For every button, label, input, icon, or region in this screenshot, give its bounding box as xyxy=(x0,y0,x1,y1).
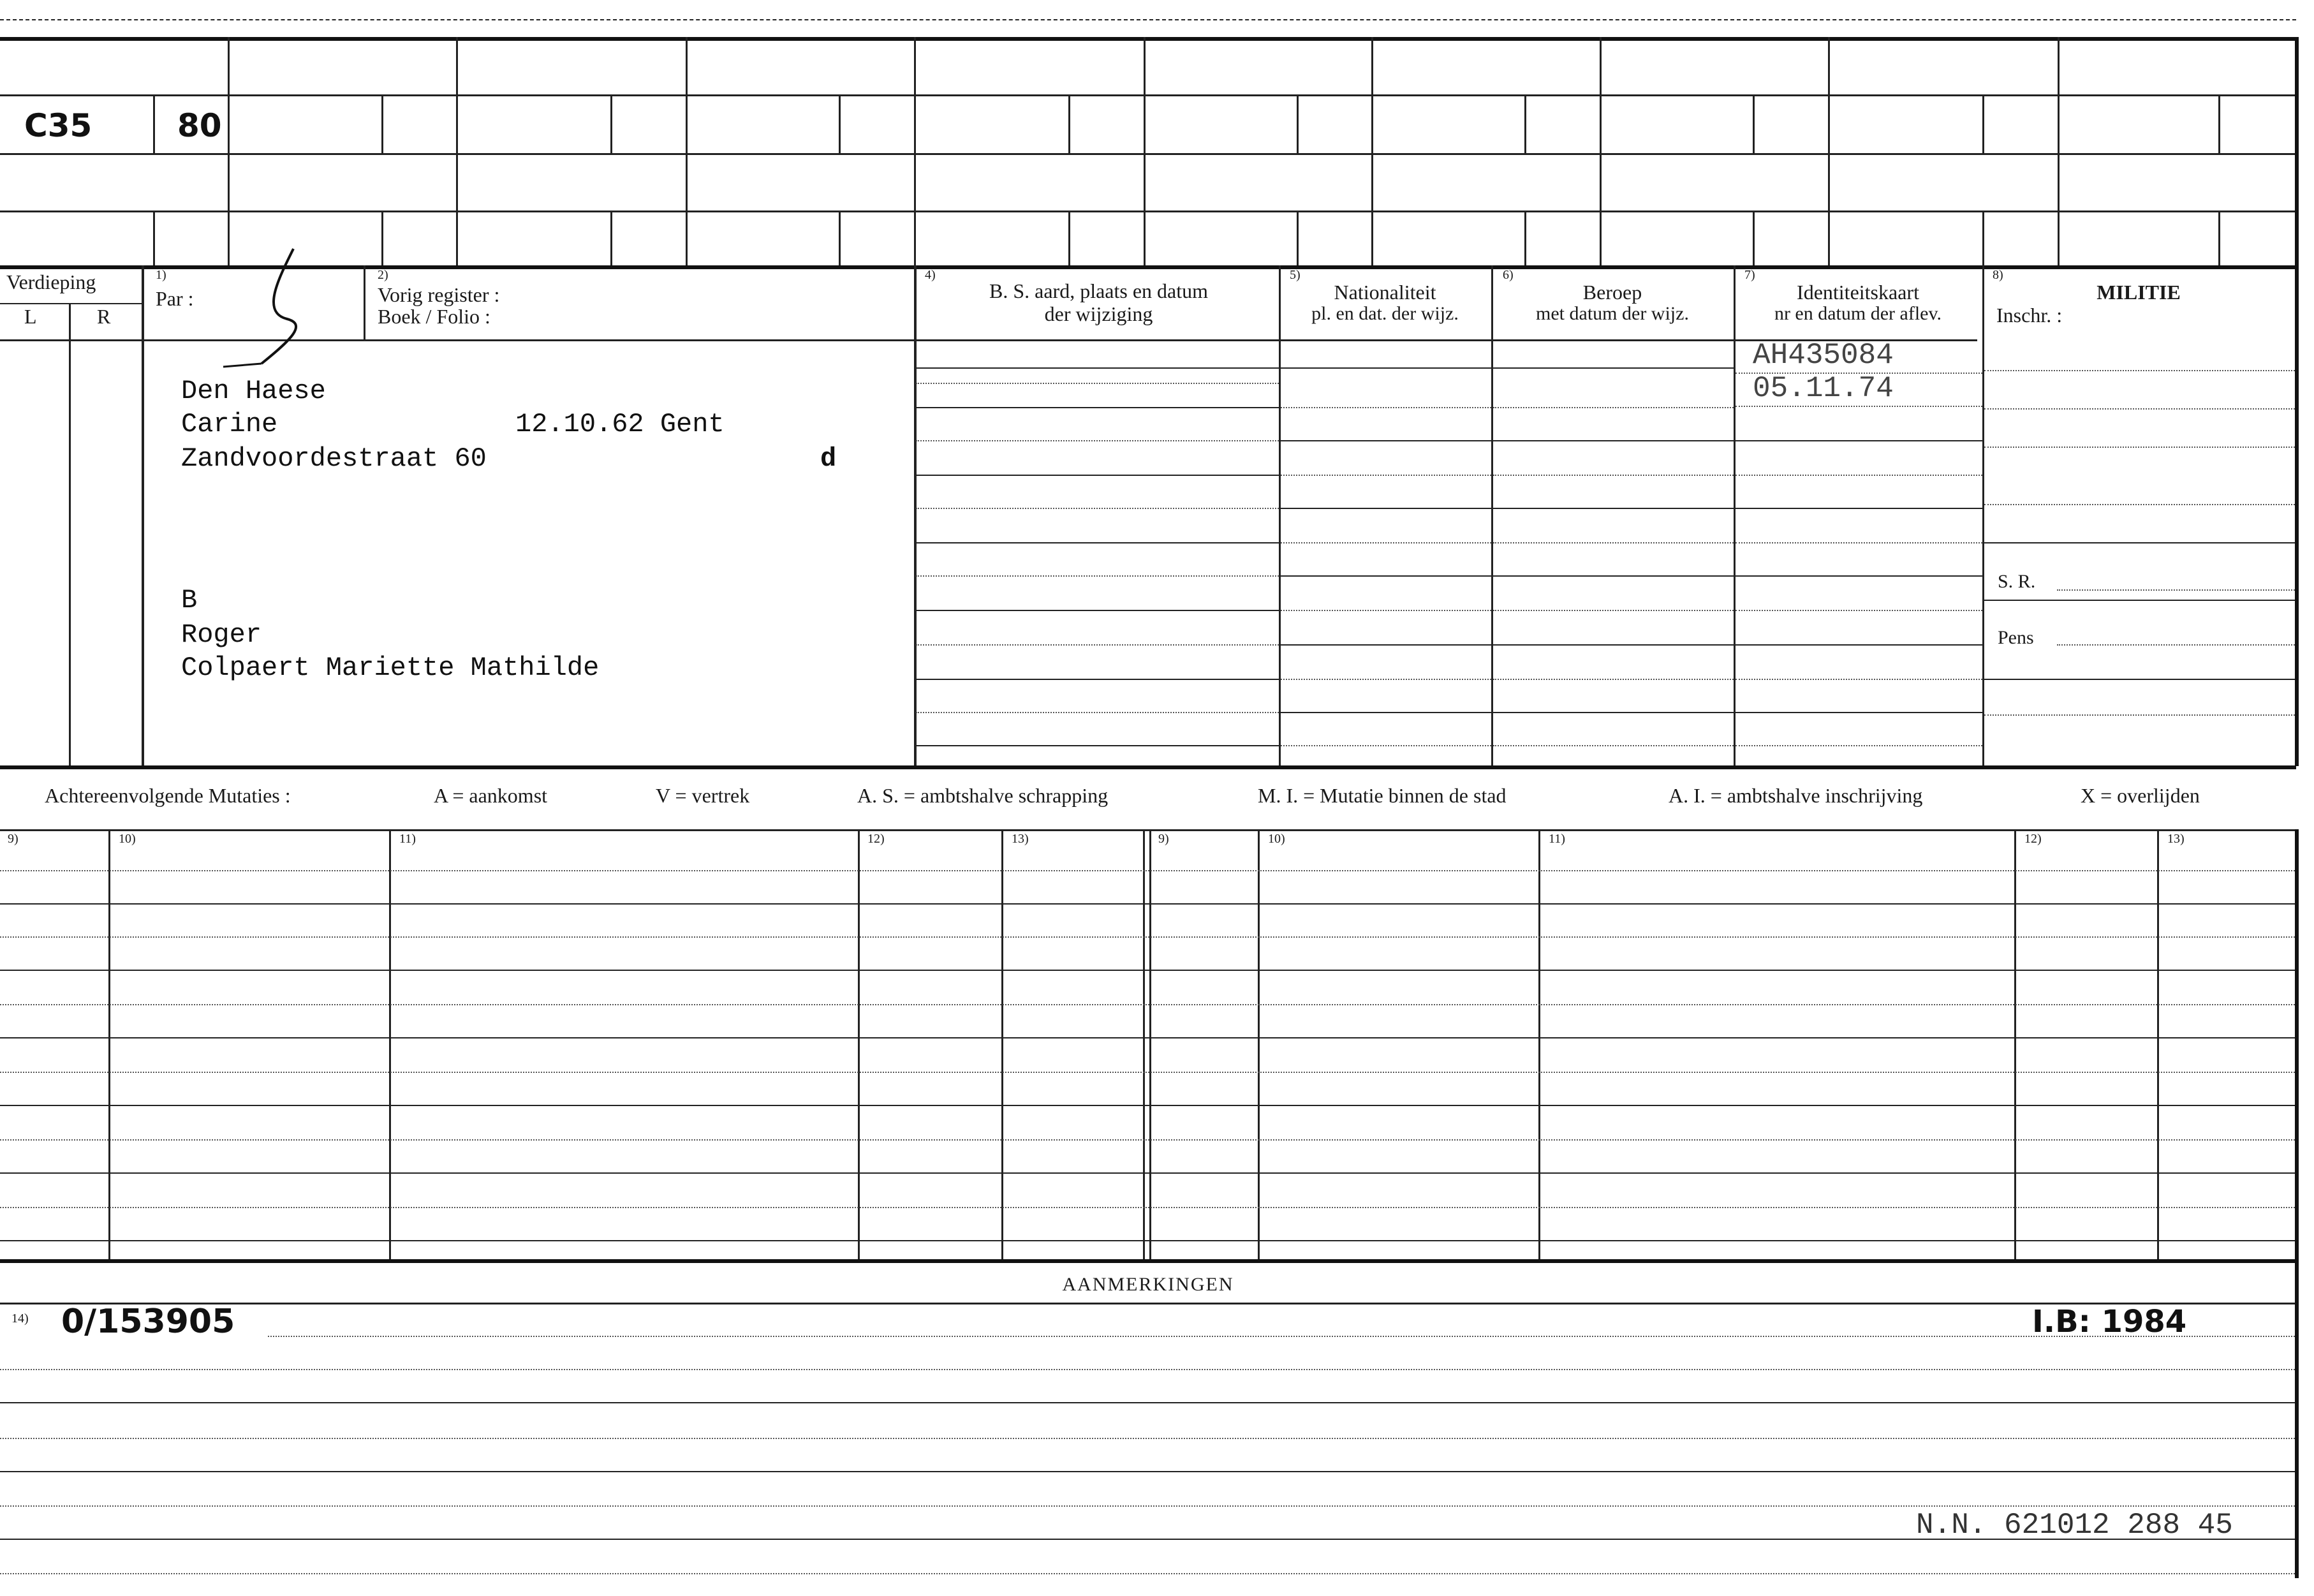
field-number-8: 8) xyxy=(1993,268,2003,282)
l-label: L xyxy=(24,305,37,328)
field-number-7: 7) xyxy=(1744,268,1755,282)
initial-signature-icon xyxy=(217,242,319,370)
identiteitskaart-heading-line2: nr en datum der aflev. xyxy=(1774,303,1942,324)
remarks-title: AANMERKINGEN xyxy=(1062,1274,1234,1295)
address: Zandvoordestraat 60 xyxy=(181,443,487,474)
first-name: Carine xyxy=(181,409,278,440)
national-number: N.N. 621012 288 45 xyxy=(1916,1509,2233,1542)
mutation-col-10-right: 10) xyxy=(1268,832,1285,846)
code-80: 80 xyxy=(177,107,222,144)
mutations-title: Achtereenvolgende Mutaties : xyxy=(45,784,291,807)
mutation-col-9-left: 9) xyxy=(8,832,18,846)
identity-card-date: 05.11.74 xyxy=(1753,372,1894,405)
legend-overlijden: X = overlijden xyxy=(2081,784,2200,807)
birth-date-place: 12.10.62 Gent xyxy=(515,409,725,440)
field-number-2: 2) xyxy=(378,268,388,282)
mother-name: Colpaert Mariette Mathilde xyxy=(181,653,600,683)
field-number-1: 1) xyxy=(156,268,166,282)
verdieping-label: Verdieping xyxy=(6,270,96,293)
field-number-5: 5) xyxy=(1290,268,1301,282)
mutation-col-12-right: 12) xyxy=(2024,832,2042,846)
mutation-col-13-right: 13) xyxy=(2167,832,2185,846)
field-number-14: 14) xyxy=(11,1312,29,1326)
identiteitskaart-heading-line1: Identiteitskaart xyxy=(1797,281,1919,304)
field-number-6: 6) xyxy=(1503,268,1514,282)
field-number-4: 4) xyxy=(925,268,936,282)
code-b: B xyxy=(181,585,198,616)
legend-mutatie-binnen-stad: M. I. = Mutatie binnen de stad xyxy=(1258,784,1507,807)
mutation-col-11-right: 11) xyxy=(1549,832,1565,846)
identity-card-number: AH435084 xyxy=(1753,339,1894,372)
bs-heading-line2: der wijziging xyxy=(1044,302,1153,325)
beroep-heading-line2: met datum der wijz. xyxy=(1536,303,1689,324)
remarks-entry: 0/153905 xyxy=(61,1303,235,1341)
inschr-label: Inschr. : xyxy=(1996,304,2063,327)
par-label: Par : xyxy=(156,287,194,310)
legend-ambtshalve-schrapping: A. S. = ambtshalve schrapping xyxy=(857,784,1109,807)
code-c35: C35 xyxy=(24,107,92,144)
father-name: Roger xyxy=(181,619,262,650)
sr-label: S. R. xyxy=(1998,571,2036,592)
r-label: R xyxy=(97,305,111,328)
mutation-col-9-right: 9) xyxy=(1158,832,1169,846)
mutation-col-13-left: 13) xyxy=(1012,832,1029,846)
mark-d: d xyxy=(820,443,837,474)
mutation-col-12-left: 12) xyxy=(867,832,885,846)
boek-folio-label: Boek / Folio : xyxy=(378,305,490,328)
legend-aankomst: A = aankomst xyxy=(434,784,548,807)
legend-ambtshalve-inschrijving: A. I. = ambtshalve inschrijving xyxy=(1669,784,1923,807)
mutation-col-11-left: 11) xyxy=(399,832,416,846)
legend-vertrek: V = vertrek xyxy=(656,784,750,807)
nationaliteit-heading-line2: pl. en dat. der wijz. xyxy=(1311,303,1459,324)
beroep-heading-line1: Beroep xyxy=(1582,281,1642,304)
ib-year: I.B: 1984 xyxy=(2032,1304,2187,1340)
vorig-register-label: Vorig register : xyxy=(378,283,500,306)
surname: Den Haese xyxy=(181,376,326,406)
bs-heading-line1: B. S. aard, plaats en datum xyxy=(989,279,1209,302)
nationaliteit-heading-line1: Nationaliteit xyxy=(1334,281,1436,304)
pens-label: Pens xyxy=(1998,627,2034,648)
mutation-col-10-left: 10) xyxy=(119,832,136,846)
militie-heading: MILITIE xyxy=(2097,281,2181,304)
